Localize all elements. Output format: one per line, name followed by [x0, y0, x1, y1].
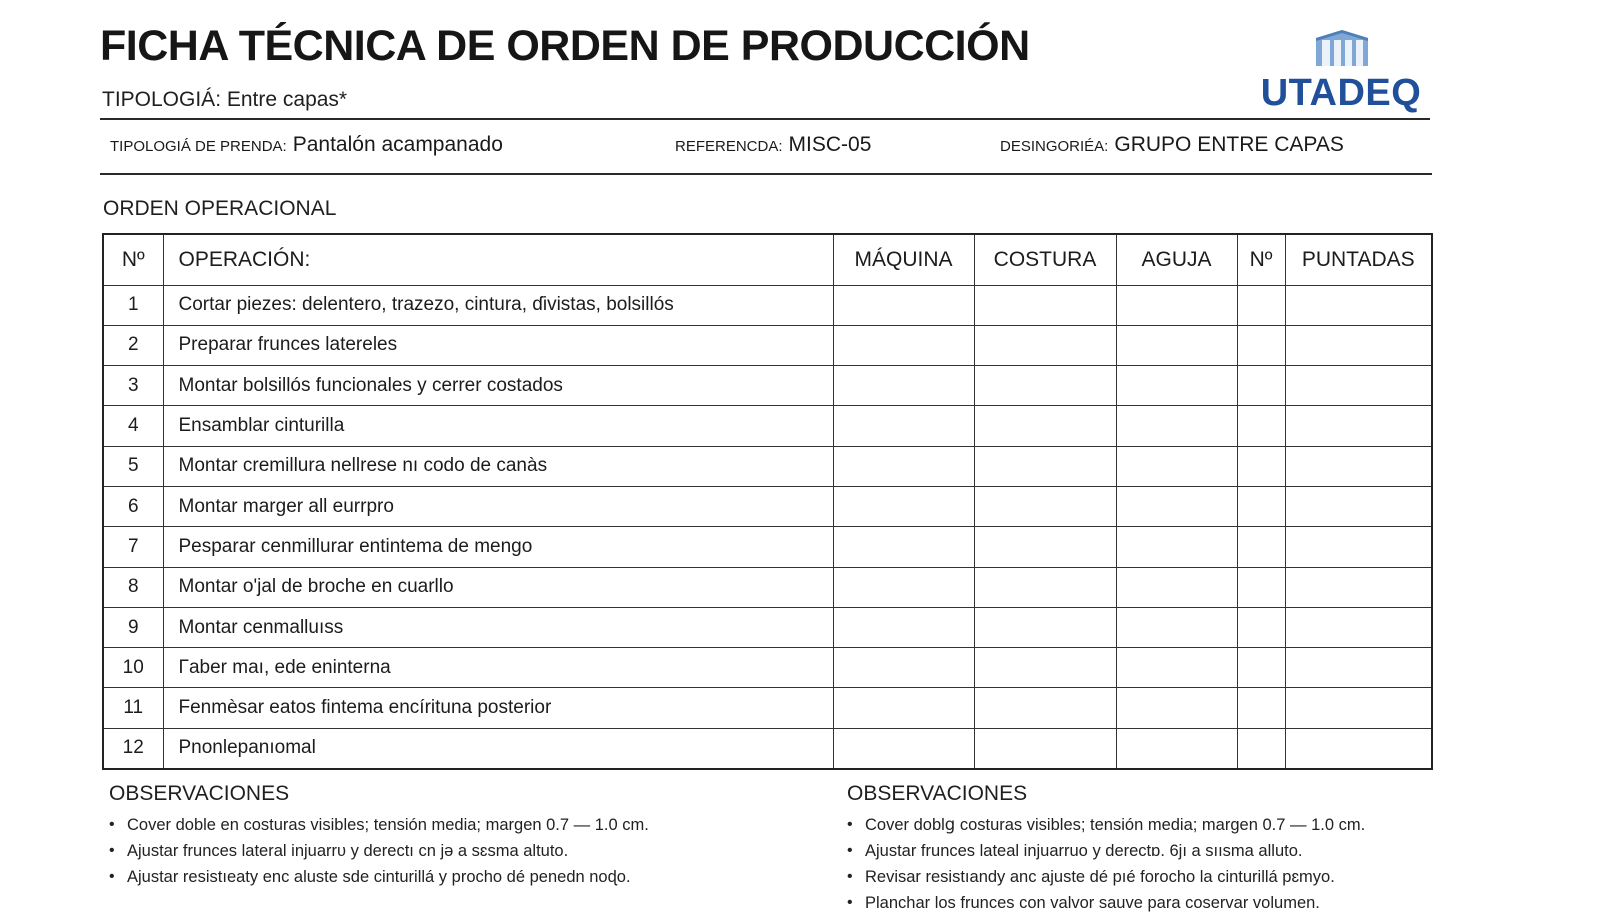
table-row: [103, 486, 1432, 526]
row-aguja-cell: [1116, 527, 1237, 567]
col-header-operacion: OPERACIÓN:: [163, 234, 833, 285]
row-maquina-cell: [833, 285, 974, 325]
reference: [675, 133, 871, 157]
row-no2-cell: [1237, 527, 1285, 567]
row-aguja-cell: [1116, 688, 1237, 728]
table-row: [103, 607, 1432, 647]
table-row: [103, 406, 1432, 446]
row-no2-cell: [1237, 688, 1285, 728]
page-title: FICHA TÉCNICA DE ORDEN DE PRODUCCIÓN: [100, 22, 1030, 70]
row-number: 10: [103, 648, 163, 688]
row-number: 5: [103, 446, 163, 486]
row-puntadas-cell: [1285, 728, 1432, 768]
row-puntadas-cell: [1285, 648, 1432, 688]
row-no2-cell: [1237, 406, 1285, 446]
row-operation: Montar o'jal de broche en cuarllo: [163, 567, 833, 607]
observation-item: • Ajustar frunces lateal injuarruo y derectɒ. 6jı a sıısma alluto.: [847, 838, 1567, 864]
row-aguja-cell: [1116, 325, 1237, 365]
row-operation: Montar cenmalluıss: [163, 607, 833, 647]
row-costura-cell: [974, 406, 1116, 446]
row-operation: Montar cremillura nellrese nı codo de canàs: [163, 446, 833, 486]
observation-item: • Revisar resistıandy anc ajuste dé pıé forocho la cinturillá pɛmyo.: [847, 864, 1567, 890]
table-row: [103, 366, 1432, 406]
row-maquina-cell: [833, 527, 974, 567]
row-no2-cell: [1237, 728, 1285, 768]
garment-type-label: TIPOLOGIÁ DE PRENDA:: [110, 138, 287, 155]
row-costura-cell: [974, 648, 1116, 688]
meta-divider: [100, 173, 1432, 175]
table-row: [103, 648, 1432, 688]
row-puntadas-cell: [1285, 607, 1432, 647]
row-maquina-cell: [833, 607, 974, 647]
row-operation: Γaber maı, ede eninterna: [163, 648, 833, 688]
col-header-costura: COSTURA: [974, 234, 1116, 285]
logo-text: UTADEQ: [1260, 72, 1422, 114]
table-row: [103, 728, 1432, 768]
col-header-maquina: MÁQUINA: [833, 234, 974, 285]
category-label: DESINGORIÉA:: [1000, 138, 1109, 155]
building-icon: [1314, 28, 1370, 68]
header-divider: [100, 118, 1430, 120]
row-aguja-cell: [1116, 648, 1237, 688]
observations-left-title: OBSERVACIONES: [109, 782, 290, 805]
row-maquina-cell: [833, 648, 974, 688]
row-puntadas-cell: [1285, 285, 1432, 325]
row-no2-cell: [1237, 446, 1285, 486]
row-costura-cell: [974, 325, 1116, 365]
category-value: GRUPO ENTRE CAPAS: [1114, 133, 1344, 156]
table-row: [103, 325, 1432, 365]
row-number: 8: [103, 567, 163, 607]
row-puntadas-cell: [1285, 688, 1432, 728]
garment-type: [110, 133, 503, 157]
row-operation: Fenmèsar eatos fintema encírituna posterior: [163, 688, 833, 728]
row-puntadas-cell: [1285, 406, 1432, 446]
row-costura-cell: [974, 607, 1116, 647]
row-number: 3: [103, 366, 163, 406]
table-row: [103, 285, 1432, 325]
row-maquina-cell: [833, 688, 974, 728]
row-puntadas-cell: [1285, 527, 1432, 567]
row-aguja-cell: [1116, 728, 1237, 768]
row-puntadas-cell: [1285, 446, 1432, 486]
garment-type-value: Pantalón acampanado: [292, 133, 503, 156]
row-number: 6: [103, 486, 163, 526]
category: [1000, 133, 1344, 157]
row-costura-cell: [974, 366, 1116, 406]
row-costura-cell: [974, 567, 1116, 607]
reference-value: MISC-05: [788, 133, 872, 156]
row-operation: Ensamblar cinturilla: [163, 406, 833, 446]
utadeo-logo: [1246, 28, 1436, 112]
section-title: ORDEN OPERACIONAL: [103, 197, 337, 220]
tipologia-line: TIPOLOGIÁ: Entre capas*: [102, 88, 348, 111]
row-no2-cell: [1237, 285, 1285, 325]
col-header-puntadas: PUNTADAS: [1285, 234, 1432, 285]
row-costura-cell: [974, 728, 1116, 768]
row-no2-cell: [1237, 325, 1285, 365]
row-aguja-cell: [1116, 285, 1237, 325]
observations-left: [109, 782, 829, 890]
row-no2-cell: [1237, 607, 1285, 647]
row-maquina-cell: [833, 366, 974, 406]
observation-item: • Planchar los frunces con valvor sauve para coservar volumen.: [847, 890, 1567, 916]
row-number: 4: [103, 406, 163, 446]
row-aguja-cell: [1116, 446, 1237, 486]
row-maquina-cell: [833, 325, 974, 365]
row-operation: Montar bolsillós funcionales y cerrer costados: [163, 366, 833, 406]
row-maquina-cell: [833, 567, 974, 607]
observations-right-list: [847, 812, 1567, 916]
row-number: 11: [103, 688, 163, 728]
table-row: [103, 688, 1432, 728]
row-no2-cell: [1237, 567, 1285, 607]
table-row: [103, 527, 1432, 567]
observation-item: • Cover doble en costuras visibles; tensión media; margen 0.7 — 1.0 cm.: [109, 812, 829, 838]
row-puntadas-cell: [1285, 366, 1432, 406]
row-aguja-cell: [1116, 607, 1237, 647]
row-number: 7: [103, 527, 163, 567]
row-costura-cell: [974, 688, 1116, 728]
observation-item: • Cover doblց costuras visibles; tensión media; margen 0.7 — 1.0 cm.: [847, 812, 1567, 838]
row-no2-cell: [1237, 486, 1285, 526]
operations-table: [102, 233, 1433, 770]
col-header-no: Nº: [103, 234, 163, 285]
row-costura-cell: [974, 285, 1116, 325]
row-costura-cell: [974, 527, 1116, 567]
observations-left-list: [109, 812, 829, 890]
table-row: [103, 446, 1432, 486]
row-maquina-cell: [833, 446, 974, 486]
observation-item: • Ajustar resistıeaty enc aluste sde cinturillá y procho dé penedn noɖo.: [109, 864, 829, 890]
row-costura-cell: [974, 446, 1116, 486]
row-operation: Preparar frunces latereles: [163, 325, 833, 365]
row-puntadas-cell: [1285, 486, 1432, 526]
row-costura-cell: [974, 486, 1116, 526]
col-header-no2: Nº: [1237, 234, 1285, 285]
row-aguja-cell: [1116, 486, 1237, 526]
row-operation: Pnonlepanıomal: [163, 728, 833, 768]
row-number: 1: [103, 285, 163, 325]
row-aguja-cell: [1116, 567, 1237, 607]
col-header-aguja: AGUJA: [1116, 234, 1237, 285]
row-no2-cell: [1237, 366, 1285, 406]
row-operation: Montar marger all eurrpro: [163, 486, 833, 526]
row-operation: Pesparar cenmillurar entintema de mengo: [163, 527, 833, 567]
row-operation: Cortar piezes: delentero, trazezo, cintura, ɗivistas, bolsillós: [163, 285, 833, 325]
row-maquina-cell: [833, 406, 974, 446]
reference-label: REFERENCDA:: [675, 138, 783, 155]
table-header-row: [103, 234, 1432, 285]
table-row: [103, 567, 1432, 607]
observations-right: [847, 782, 1567, 916]
row-aguja-cell: [1116, 366, 1237, 406]
row-no2-cell: [1237, 648, 1285, 688]
row-aguja-cell: [1116, 406, 1237, 446]
row-number: 12: [103, 728, 163, 768]
observations-right-title: OBSERVACIONES: [847, 782, 1028, 805]
row-puntadas-cell: [1285, 325, 1432, 365]
row-maquina-cell: [833, 486, 974, 526]
row-maquina-cell: [833, 728, 974, 768]
row-number: 2: [103, 325, 163, 365]
observation-item: • Ajustar frunces lateral injuarrυ y derectı cn jə a sɛsma altuto.: [109, 838, 829, 864]
row-number: 9: [103, 607, 163, 647]
row-puntadas-cell: [1285, 567, 1432, 607]
